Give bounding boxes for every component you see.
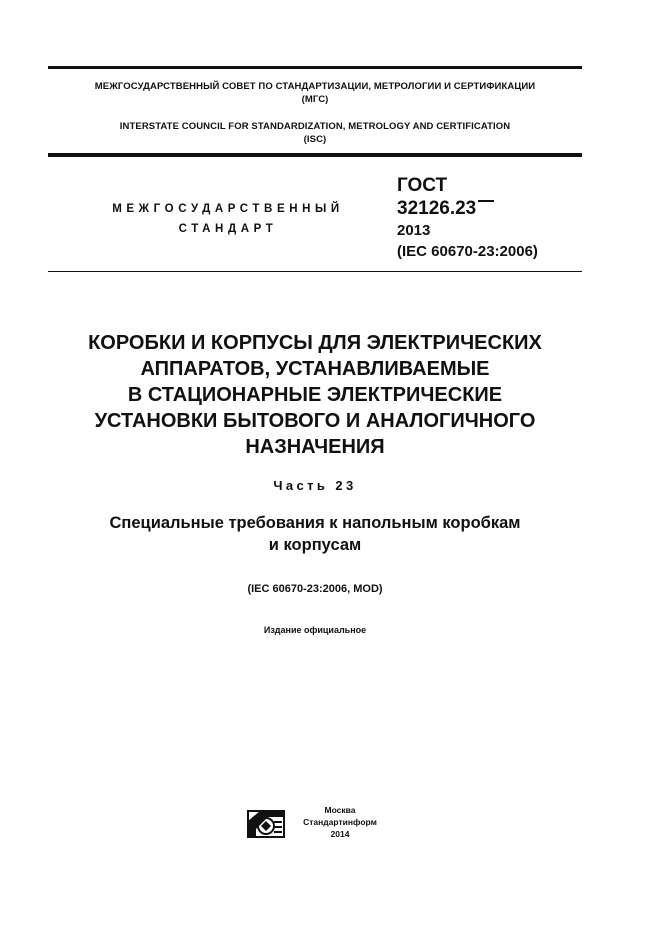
subtitle-line1: Специальные требования к напольным коробкам xyxy=(109,514,521,532)
gost-number-line xyxy=(397,198,538,220)
gost-year: 2013 xyxy=(397,222,431,239)
standard-kind xyxy=(96,199,360,239)
part-number: Часть 23 xyxy=(273,478,357,493)
publisher-block xyxy=(298,804,382,840)
title-line: НАЗНАЧЕНИЯ xyxy=(245,436,385,458)
council-en-abbr: (ISC) xyxy=(303,134,327,145)
council-ru-name: МЕЖГОСУДАРСТВЕННЫЙ СОВЕТ ПО СТАНДАРТИЗАЦИИ, МЕТРОЛОГИИ И СЕРТИФИКАЦИИ xyxy=(94,81,536,92)
subtitle-line2: и корпусам xyxy=(268,536,362,554)
title-line: КОРОБКИ И КОРПУСЫ ДЛЯ ЭЛЕКТРИЧЕСКИХ xyxy=(88,332,542,354)
gost-label: ГОСТ xyxy=(397,175,448,196)
council-ru xyxy=(48,80,582,106)
title-line: УСТАНОВКИ БЫТОВОГО И АНАЛОГИЧНОГО xyxy=(94,410,536,432)
document-title xyxy=(40,330,590,460)
council-en xyxy=(48,120,582,146)
header-bottom-rule xyxy=(48,271,582,272)
council-en-name: INTERSTATE COUNCIL FOR STANDARDIZATION, METROLOGY AND CERTIFICATION xyxy=(119,121,511,132)
header-top-rule xyxy=(48,66,582,69)
iec-modification: (IEC 60670-23:2006, MOD) xyxy=(247,583,383,595)
publisher-year: 2014 xyxy=(330,829,350,839)
publisher-city: Москва xyxy=(324,805,356,815)
standard-kind-line1: МЕЖГОСУДАРСТВЕННЫЙ xyxy=(112,203,344,215)
title-line: АППАРАТОВ, УСТАНАВЛИВАЕМЫЕ xyxy=(140,358,490,380)
header-middle-rule xyxy=(48,153,582,157)
publisher-name: Стандартинформ xyxy=(303,817,377,827)
standartinform-logo-icon xyxy=(246,807,286,839)
document-subtitle xyxy=(40,512,590,556)
standard-kind-line2: СТАНДАРТ xyxy=(178,223,278,235)
gost-dash xyxy=(478,200,494,202)
gost-iec-reference: (IEC 60670-23:2006) xyxy=(397,243,538,260)
gost-number: 32126.23 xyxy=(397,198,477,219)
council-ru-abbr: (МГС) xyxy=(301,94,329,105)
gost-designation xyxy=(397,173,538,262)
official-edition: Издание официальное xyxy=(263,625,367,635)
title-line: В СТАЦИОНАРНЫЕ ЭЛЕКТРИЧЕСКИЕ xyxy=(127,384,503,406)
